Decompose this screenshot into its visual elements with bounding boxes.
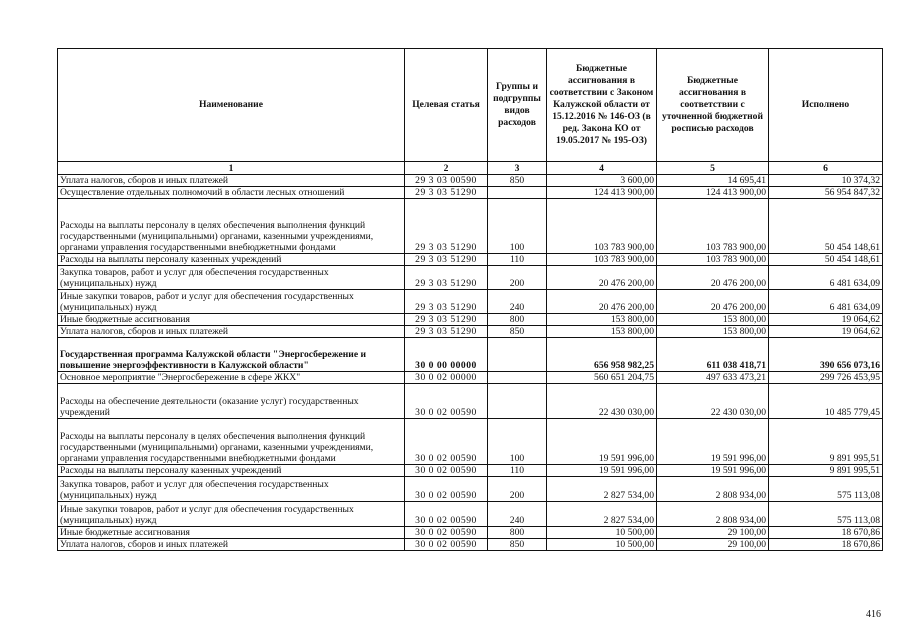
row-group-cell: 800 (488, 527, 547, 539)
row-refined-amount: 2 808 934,00 (657, 477, 769, 502)
row-group-cell (488, 338, 547, 372)
row-law-amount: 10 500,00 (547, 527, 657, 539)
row-executed-amount: 9 891 995,51 (769, 419, 883, 465)
col-number: 2 (405, 162, 488, 175)
row-group-cell: 850 (488, 539, 547, 551)
budget-table (57, 48, 883, 551)
row-group-cell: 100 (488, 199, 547, 254)
row-name-cell: Закупка товаров, работ и услуг для обеспечения государственных (муниципальных) нужд (58, 266, 405, 290)
row-refined-amount: 153 800,00 (657, 326, 769, 338)
row-group-cell (488, 187, 547, 199)
row-name-cell: Расходы на выплаты персоналу казенных учреждений (58, 254, 405, 266)
row-executed-amount: 56 954 847,32 (769, 187, 883, 199)
col-number: 3 (488, 162, 547, 175)
row-executed-amount: 6 481 634,09 (769, 290, 883, 314)
table-row (58, 187, 883, 199)
row-name-cell: Закупка товаров, работ и услуг для обеспечения государственных (муниципальных) нужд (58, 477, 405, 502)
row-code-cell: 30 0 02 00590 (405, 477, 488, 502)
row-executed-amount: 18 670,86 (769, 527, 883, 539)
row-executed-amount: 299 726 453,95 (769, 372, 883, 384)
row-executed-amount: 50 454 148,61 (769, 254, 883, 266)
row-name-cell: Осуществление отдельных полномочий в области лесных отношений (58, 187, 405, 199)
page-number: 416 (866, 609, 881, 620)
row-name-cell: Уплата налогов, сборов и иных платежей (58, 539, 405, 551)
col-number: 1 (58, 162, 405, 175)
table-row (58, 175, 883, 187)
row-group-cell (488, 372, 547, 384)
row-law-amount: 19 591 996,00 (547, 465, 657, 477)
row-name-cell: Расходы на выплаты персоналу казенных учреждений (58, 465, 405, 477)
row-refined-amount: 611 038 418,71 (657, 338, 769, 372)
row-name-cell: Расходы на обеспечение деятельности (оказание услуг) государственных учреждений (58, 384, 405, 419)
row-refined-amount: 29 100,00 (657, 527, 769, 539)
row-group-cell: 200 (488, 266, 547, 290)
row-law-amount: 560 651 204,75 (547, 372, 657, 384)
row-name-cell: Иные бюджетные ассигнования (58, 314, 405, 326)
row-group-cell: 110 (488, 465, 547, 477)
header-law: Бюджетные ассигнования в соответствии с Законом Калужской области от 15.12.2016 № 146-ОЗ (в ред. Закона КО от 19.05.2017 № 195-ОЗ) (547, 49, 657, 162)
table-row (58, 477, 883, 502)
header-refined: Бюджетные ассигнования в соответствии с уточненной бюджетной росписью расходов (657, 49, 769, 162)
row-law-amount: 656 958 982,25 (547, 338, 657, 372)
row-code-cell: 30 0 02 00590 (405, 465, 488, 477)
row-refined-amount: 124 413 900,00 (657, 187, 769, 199)
row-executed-amount: 575 113,08 (769, 502, 883, 527)
row-name-cell: Иные бюджетные ассигнования (58, 527, 405, 539)
row-name-cell: Уплата налогов, сборов и иных платежей (58, 326, 405, 338)
row-group-cell: 850 (488, 175, 547, 187)
row-refined-amount: 153 800,00 (657, 314, 769, 326)
col-number: 4 (547, 162, 657, 175)
row-name-cell: Уплата налогов, сборов и иных платежей (58, 175, 405, 187)
row-refined-amount: 14 695,41 (657, 175, 769, 187)
column-numbers-row (58, 162, 883, 175)
row-refined-amount: 20 476 200,00 (657, 290, 769, 314)
table-row (58, 266, 883, 290)
row-group-cell: 100 (488, 419, 547, 465)
row-executed-amount: 19 064,62 (769, 314, 883, 326)
row-code-cell: 29 3 03 51290 (405, 326, 488, 338)
table-row (58, 199, 883, 254)
row-group-cell: 110 (488, 254, 547, 266)
row-name-cell: Расходы на выплаты персоналу в целях обеспечения выполнения функций государственными (муниципальными) органами, казенными учреждениями, органами управления государственными внебюджетными фондами (58, 199, 405, 254)
row-law-amount: 20 476 200,00 (547, 290, 657, 314)
table-row (58, 314, 883, 326)
row-law-amount: 19 591 996,00 (547, 419, 657, 465)
row-refined-amount: 103 783 900,00 (657, 254, 769, 266)
row-law-amount: 20 476 200,00 (547, 266, 657, 290)
row-name-cell: Расходы на выплаты персоналу в целях обеспечения выполнения функций государственными (муниципальными) органами, казенными учреждениями, органами управления государственными внебюджетными фондами (58, 419, 405, 465)
table-body (58, 175, 883, 551)
row-refined-amount: 20 476 200,00 (657, 266, 769, 290)
table-row (58, 326, 883, 338)
col-number: 6 (769, 162, 883, 175)
row-name-cell: Основное мероприятие "Энергосбережение в сфере ЖКХ" (58, 372, 405, 384)
row-law-amount: 124 413 900,00 (547, 187, 657, 199)
table-row (58, 502, 883, 527)
row-group-cell (488, 384, 547, 419)
row-executed-amount: 9 891 995,51 (769, 465, 883, 477)
row-executed-amount: 19 064,62 (769, 326, 883, 338)
row-code-cell: 29 3 03 51290 (405, 187, 488, 199)
row-group-cell: 850 (488, 326, 547, 338)
row-name-cell: Государственная программа Калужской области "Энергосбережение и повышение энергоэффективности в Калужской области" (58, 338, 405, 372)
row-refined-amount: 22 430 030,00 (657, 384, 769, 419)
table-row (58, 338, 883, 372)
col-number: 5 (657, 162, 769, 175)
row-code-cell: 29 3 03 51290 (405, 199, 488, 254)
table-row (58, 527, 883, 539)
row-code-cell: 29 3 03 51290 (405, 314, 488, 326)
header-executed: Исполнено (769, 49, 883, 162)
header-name: Наименование (58, 49, 405, 162)
table-header-row (58, 49, 883, 162)
row-law-amount: 2 827 534,00 (547, 502, 657, 527)
row-law-amount: 153 800,00 (547, 326, 657, 338)
row-code-cell: 30 0 02 00590 (405, 384, 488, 419)
row-name-cell: Иные закупки товаров, работ и услуг для обеспечения государственных (муниципальных) нужд (58, 502, 405, 527)
row-executed-amount: 10 374,32 (769, 175, 883, 187)
row-refined-amount: 103 783 900,00 (657, 199, 769, 254)
table-row (58, 372, 883, 384)
row-code-cell: 30 0 02 00590 (405, 539, 488, 551)
row-group-cell: 800 (488, 314, 547, 326)
row-law-amount: 153 800,00 (547, 314, 657, 326)
table-row (58, 290, 883, 314)
header-target: Целевая статья (405, 49, 488, 162)
table-row (58, 539, 883, 551)
row-law-amount: 103 783 900,00 (547, 199, 657, 254)
row-executed-amount: 10 485 779,45 (769, 384, 883, 419)
row-code-cell: 30 0 02 00000 (405, 372, 488, 384)
row-executed-amount: 390 656 073,16 (769, 338, 883, 372)
row-executed-amount: 50 454 148,61 (769, 199, 883, 254)
row-executed-amount: 575 113,08 (769, 477, 883, 502)
row-refined-amount: 19 591 996,00 (657, 465, 769, 477)
row-code-cell: 30 0 00 00000 (405, 338, 488, 372)
row-code-cell: 30 0 02 00590 (405, 419, 488, 465)
row-code-cell: 29 3 03 51290 (405, 266, 488, 290)
row-law-amount: 22 430 030,00 (547, 384, 657, 419)
row-executed-amount: 6 481 634,09 (769, 266, 883, 290)
row-refined-amount: 497 633 473,21 (657, 372, 769, 384)
row-name-cell: Иные закупки товаров, работ и услуг для обеспечения государственных (муниципальных) нужд (58, 290, 405, 314)
row-code-cell: 29 3 03 51290 (405, 290, 488, 314)
row-code-cell: 29 3 03 00590 (405, 175, 488, 187)
row-group-cell: 240 (488, 502, 547, 527)
row-code-cell: 30 0 02 00590 (405, 527, 488, 539)
row-law-amount: 103 783 900,00 (547, 254, 657, 266)
row-refined-amount: 29 100,00 (657, 539, 769, 551)
row-executed-amount: 18 670,86 (769, 539, 883, 551)
row-group-cell: 200 (488, 477, 547, 502)
table-row (58, 254, 883, 266)
row-refined-amount: 2 808 934,00 (657, 502, 769, 527)
row-law-amount: 3 600,00 (547, 175, 657, 187)
row-code-cell: 30 0 02 00590 (405, 502, 488, 527)
table-row (58, 419, 883, 465)
table-row (58, 465, 883, 477)
row-refined-amount: 19 591 996,00 (657, 419, 769, 465)
row-law-amount: 10 500,00 (547, 539, 657, 551)
row-group-cell: 240 (488, 290, 547, 314)
row-law-amount: 2 827 534,00 (547, 477, 657, 502)
header-groups: Группы и подгруппы видов расходов (488, 49, 547, 162)
row-code-cell: 29 3 03 51290 (405, 254, 488, 266)
table-row (58, 384, 883, 419)
